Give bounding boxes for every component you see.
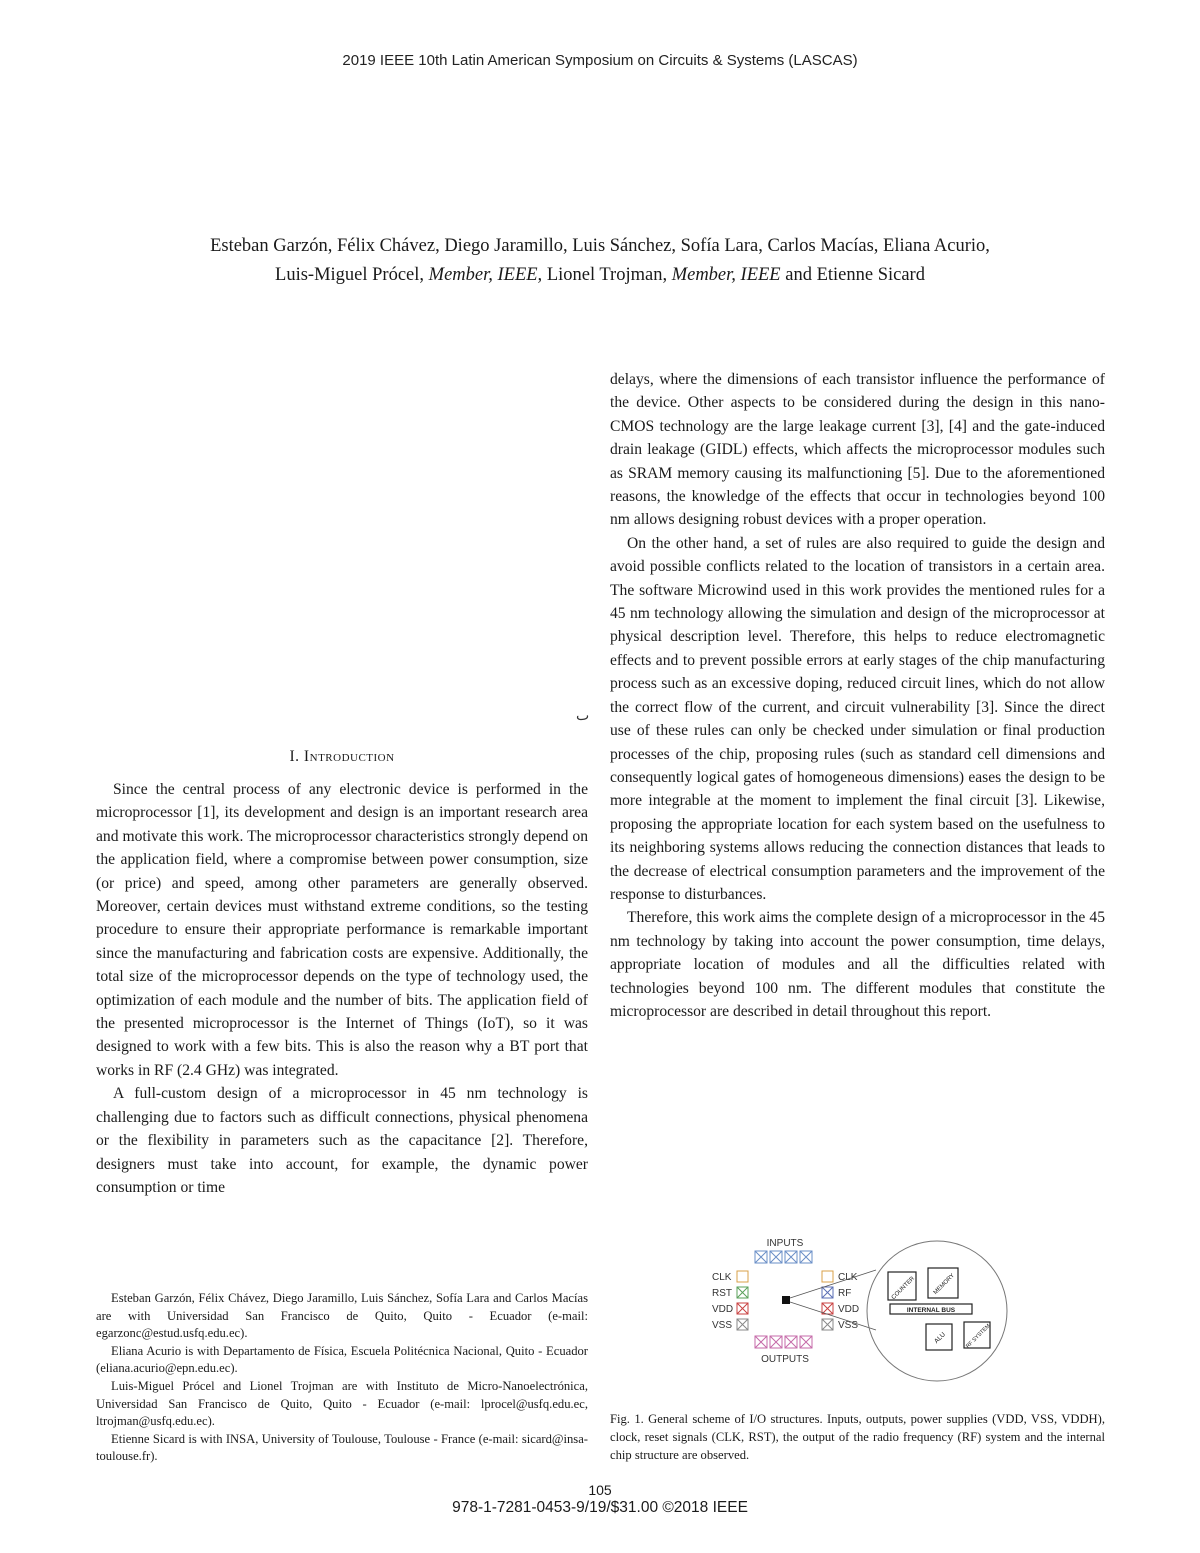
clk-pad-right bbox=[822, 1271, 833, 1282]
vss-pad-right-x bbox=[822, 1319, 833, 1330]
chip-core bbox=[782, 1296, 790, 1304]
internal-bus-label: INTERNAL BUS bbox=[906, 1307, 956, 1314]
rf-pad-x bbox=[822, 1287, 833, 1298]
output-pad-x bbox=[785, 1336, 797, 1348]
member-ieee-1: Member, IEEE, bbox=[428, 265, 543, 285]
right-paragraph-1: delays, where the dimensions of each transistor influence the performance of the device. Other aspects to be considered during the design in this nano-CMOS technology are the large leakage current [3], [4] and the gate-induced drain leakage (GIDL) effects, which affects the microprocessor modules such as SRAM memory causing its malfunctioning [5]. Due to the aforementioned reasons, the knowledge of the effects that occur in technologies beyond 100 nm allows designing robust devices with a proper operation. bbox=[610, 371, 1105, 529]
left-label-vdd: VDD bbox=[712, 1304, 734, 1315]
input-pad-x bbox=[785, 1251, 797, 1263]
page-number: 105 bbox=[588, 1482, 612, 1498]
input-pad-x bbox=[770, 1251, 782, 1263]
author-line-1: Esteban Garzón, Félix Chávez, Diego Jaramillo, Luis Sánchez, Sofía Lara, Carlos Macías, Eliana Acurio, bbox=[210, 236, 990, 256]
author-footnotes bbox=[96, 1290, 588, 1466]
right-label-clk: CLK bbox=[838, 1272, 858, 1283]
author-list bbox=[60, 232, 1140, 290]
right-label-rf: RF bbox=[838, 1288, 852, 1299]
vdd-pad-x bbox=[737, 1303, 748, 1314]
alu-label: ALU bbox=[933, 1331, 948, 1346]
author-procel: Luis-Miguel Prócel, bbox=[275, 265, 425, 285]
footnote-affiliation-1: Esteban Garzón, Félix Chávez, Diego Jaramillo, Luis Sánchez, Sofía Lara and Carlos Macías are with Universidad San Francisco de Quito, Quito - Ecuador (e-mail: egarzonc@estud.usfq.edu.ec). bbox=[96, 1291, 588, 1341]
right-label-vdd: VDD bbox=[838, 1304, 860, 1315]
right-label-vss: VSS bbox=[838, 1320, 859, 1331]
rst-pad-x bbox=[737, 1287, 748, 1298]
left-pads bbox=[737, 1271, 748, 1330]
io-scheme-diagram bbox=[700, 1234, 1030, 1400]
footnote-affiliation-2: Eliana Acurio is with Departamento de Física, Escuela Politécnica Nacional, Quito - Ecuador (eliana.acurio@epn.edu.ec). bbox=[96, 1343, 588, 1376]
input-pad-x bbox=[800, 1251, 812, 1263]
right-paragraph-3: Therefore, this work aims the complete design of a microprocessor in the 45 nm technology by taking into account the power consumption, time delays, appropriate location of modules and all the difficulties related with technologies beyond 100 nm. The different modules that constitute the microprocessor are described in detail throughout this report. bbox=[610, 909, 1105, 1020]
left-column bbox=[96, 778, 588, 1199]
author-line-2 bbox=[60, 261, 1140, 290]
left-label-vss: VSS bbox=[712, 1320, 733, 1331]
footnote-affiliation-4: Etienne Sicard is with INSA, University of Toulouse, Toulouse - France (e-mail: sicard@insa-toulouse.fr). bbox=[96, 1431, 588, 1464]
right-column bbox=[610, 368, 1105, 1023]
intro-paragraph-2: A full-custom design of a microprocessor in 45 nm technology is challenging due to factors such as difficult connections, physical phenomena or the flexibility in parameters such as the capacitance [2]. Therefore, designers must take into account, for example, the dynamic power consumption or time bbox=[96, 1085, 588, 1196]
rf-system-label: RF SYSTEM bbox=[965, 1323, 992, 1350]
counter-label: COUNTER bbox=[890, 1275, 917, 1302]
vss-pad-x bbox=[737, 1319, 748, 1330]
section-title: I. Introduction bbox=[289, 748, 395, 765]
left-label-rst: RST bbox=[712, 1288, 732, 1299]
output-pad-x bbox=[770, 1336, 782, 1348]
memory-label: MEMORY bbox=[932, 1272, 957, 1297]
right-paragraph-2: On the other hand, a set of rules are also required to guide the design and avoid possible conflicts related to the location of transistors in a certain area. The software Microwind used in this work provides the mentioned rules for a 45 nm technology allowing the simulation and design of the microprocessor at physical description level. Therefore, this helps to reduce electromagnetic effects and to prevent possible errors at early stages of the chip manufacturing process such as an excessive doping, reduced circuit lines, which do not allow the correct flow of the current, and circuit vulnerability [3]. Since the direct use of these rules can only be checked under simulation or final production processes of the chip, proposing rules (such as standard cell dimensions and consequently logical gates of homogeneous dimensions) eases the design to be more integrable at the moment to implement the final circuit [3]. Likewise, proposing the appropriate location for each system based on the usefulness to its neighboring systems allows reducing the connection distances that leads to the decrease of electrical consumption parameters and the improvement of the response to disturbances. bbox=[610, 534, 1105, 903]
author-sicard: and Etienne Sicard bbox=[785, 265, 925, 285]
copyright-line: 978-1-7281-0453-9/19/$31.00 ©2018 IEEE bbox=[452, 1499, 748, 1516]
figure-caption: Fig. 1. General scheme of I/O structures. Inputs, outputs, power supplies (VDD, VSS, VDDH), clock, reset signals (CLK, RST), the output of the radio frequency (RF) system and the internal chip structure are observed. bbox=[610, 1412, 1105, 1462]
outputs-label: OUTPUTS bbox=[761, 1354, 809, 1365]
stray-mark: ٮ bbox=[576, 709, 590, 724]
member-ieee-2: Member, IEEE bbox=[671, 265, 781, 285]
inputs-label: INPUTS bbox=[766, 1238, 804, 1249]
left-label-clk: CLK bbox=[712, 1272, 732, 1283]
output-pad-x bbox=[800, 1336, 812, 1348]
figure-1 bbox=[700, 1234, 1030, 1400]
conference-header: 2019 IEEE 10th Latin American Symposium on Circuits & Systems (LASCAS) bbox=[342, 52, 858, 69]
input-pads bbox=[755, 1251, 812, 1263]
author-trojman: Lionel Trojman, bbox=[546, 265, 668, 285]
input-pad-x bbox=[755, 1251, 767, 1263]
clk-pad bbox=[737, 1271, 748, 1282]
output-pad-x bbox=[755, 1336, 767, 1348]
right-pads bbox=[822, 1271, 833, 1330]
footnote-affiliation-3: Luis-Miguel Prócel and Lionel Trojman are with Instituto de Micro-Nanoelectrónica, Universidad San Francisco de Quito, Quito - Ecuador (e-mail: lprocel@usfq.edu.ec, ltrojman@usfq.edu.ec). bbox=[96, 1378, 588, 1429]
intro-paragraph-1: Since the central process of any electronic device is performed in the microprocessor [1], its development and design is an important research area and motivate this work. The microprocessor characteristics strongly depend on the application field, where a compromise between power consumption, size (or price) and speed, among other parameters are generally observed. Moreover, certain devices must withstand extreme conditions, so the testing procedure to ensure their appropriate performance is remarkable important since the manufacturing and fabrication costs are expensive. Additionally, the total size of the microprocessor depends on the type of technology used, the optimization of each module and the number of bits. The application field of the presented microprocessor is the Internet of Things (IoT), so it was designed to work with a few bits. This is also the reason why a BT port that works in RF (2.4 GHz) was integrated. bbox=[96, 781, 588, 1079]
output-pads bbox=[755, 1336, 812, 1348]
vdd-pad-right-x bbox=[822, 1303, 833, 1314]
